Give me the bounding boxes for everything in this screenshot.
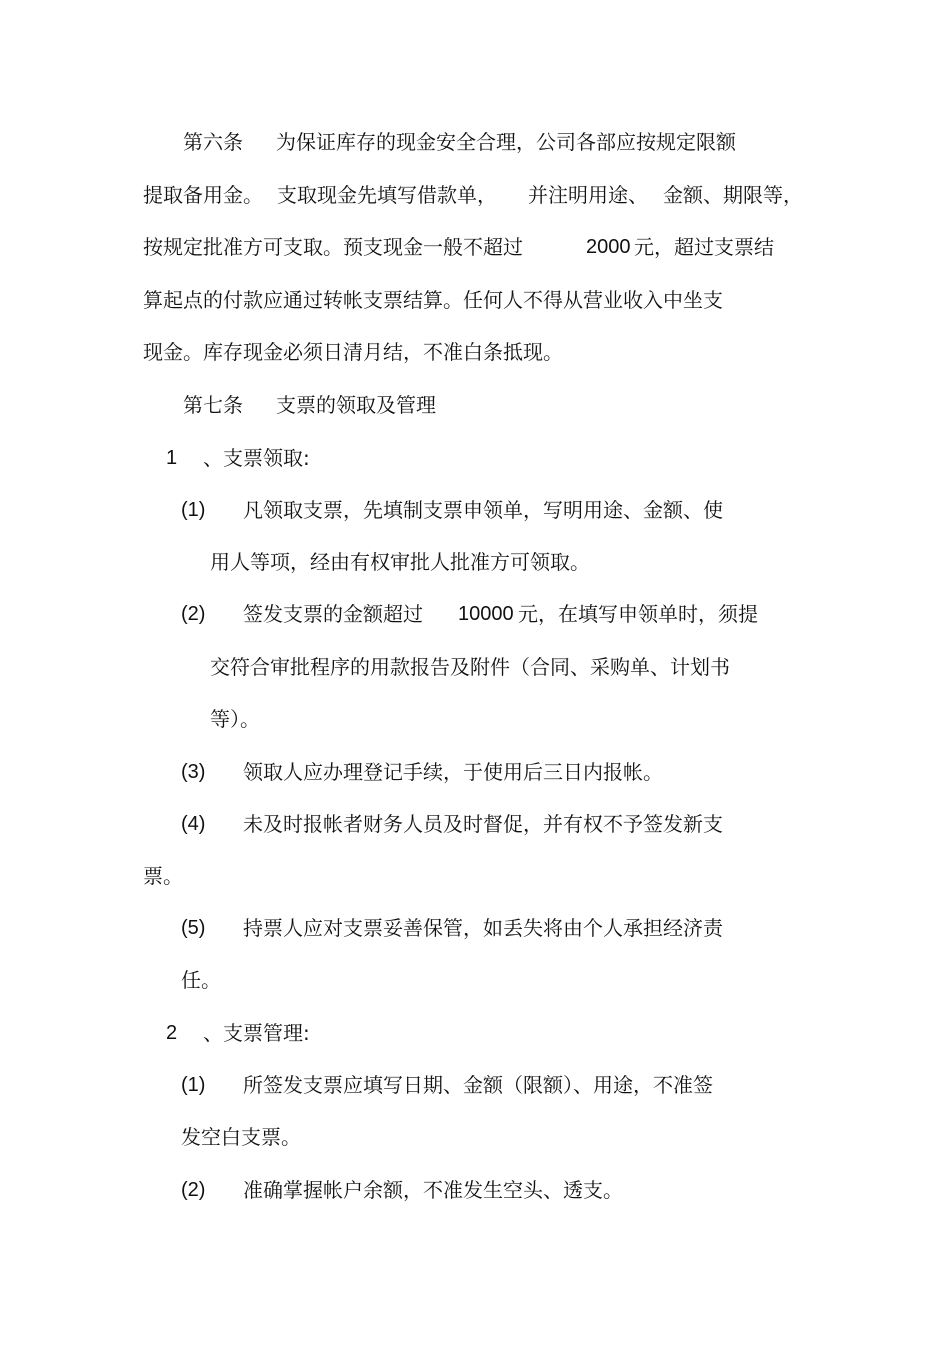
item-1-5-number: (5) (181, 917, 206, 939)
item-1-4-number: (4) (181, 813, 206, 835)
article-6-line-2c: 并注明用途、 (528, 183, 648, 207)
section-1-title: 、支票领取: (203, 446, 310, 470)
item-1-5-line-b: 任。 (181, 968, 221, 992)
item-1-2-number: (2) (181, 603, 206, 625)
item-1-4-line-b: 票。 (143, 864, 183, 888)
article-6-line-4: 算起点的付款应通过转帐支票结算。任何人不得从营业收入中坐支 (143, 288, 723, 312)
item-1-1-line-a: 凡领取支票，先填制支票申领单，写明用途、金额、使 (243, 498, 723, 522)
item-2-1-number: (1) (181, 1074, 206, 1096)
item-1-3-line-a: 领取人应办理登记手续，于使用后三日内报帐。 (243, 760, 663, 784)
article-6-heading: 第六条 (183, 130, 243, 154)
item-2-1-line-b: 发空白支票。 (181, 1125, 301, 1149)
item-1-2-line-a1: 签发支票的金额超过 (243, 602, 423, 626)
article-6-amount: 2000 (586, 236, 631, 258)
article-6-line-3c: 元，超过支票结 (634, 235, 774, 259)
item-1-3-number: (3) (181, 761, 206, 783)
item-1-2-line-b: 交符合审批程序的用款报告及附件（合同、采购单、计划书 (210, 655, 730, 679)
section-1-number: 1 (166, 447, 178, 469)
section-2-title: 、支票管理: (203, 1021, 310, 1045)
article-6-line-3a: 按规定批准方可支取。预支现金一般不超过 (143, 235, 523, 259)
item-2-2-line-a: 准确掌握帐户余额，不准发生空头、透支。 (243, 1178, 623, 1202)
item-1-1-line-b: 用人等项，经由有权审批人批准方可领取。 (210, 550, 590, 574)
article-7-title: 支票的领取及管理 (276, 393, 436, 417)
item-1-5-line-a: 持票人应对支票妥善保管，如丢失将由个人承担经济责 (243, 916, 723, 940)
item-1-2-line-a3: 元，在填写申领单时，须提 (518, 602, 758, 626)
item-1-2-line-c: 等）。 (210, 707, 260, 731)
article-7-heading: 第七条 (183, 393, 243, 417)
item-1-4-line-a: 未及时报帐者财务人员及时督促，并有权不予签发新支 (243, 812, 723, 836)
article-6-line-2b: 支取现金先填写借款单， (277, 183, 497, 207)
article-6-line-2a: 提取备用金。 (143, 183, 263, 207)
item-2-2-number: (2) (181, 1179, 206, 1201)
article-6-line-1: 为保证库存的现金安全合理，公司各部应按规定限额 (276, 130, 736, 154)
item-2-1-line-a: 所签发支票应填写日期、金额（限额）、用途，不准签 (243, 1073, 713, 1097)
article-6-line-2d: 金额、期限等， (663, 183, 803, 207)
section-2-number: 2 (166, 1022, 178, 1044)
article-6-line-5: 现金。库存现金必须日清月结，不准白条抵现。 (143, 340, 563, 364)
item-1-1-number: (1) (181, 499, 206, 521)
item-1-2-amount: 10000 (458, 603, 514, 625)
